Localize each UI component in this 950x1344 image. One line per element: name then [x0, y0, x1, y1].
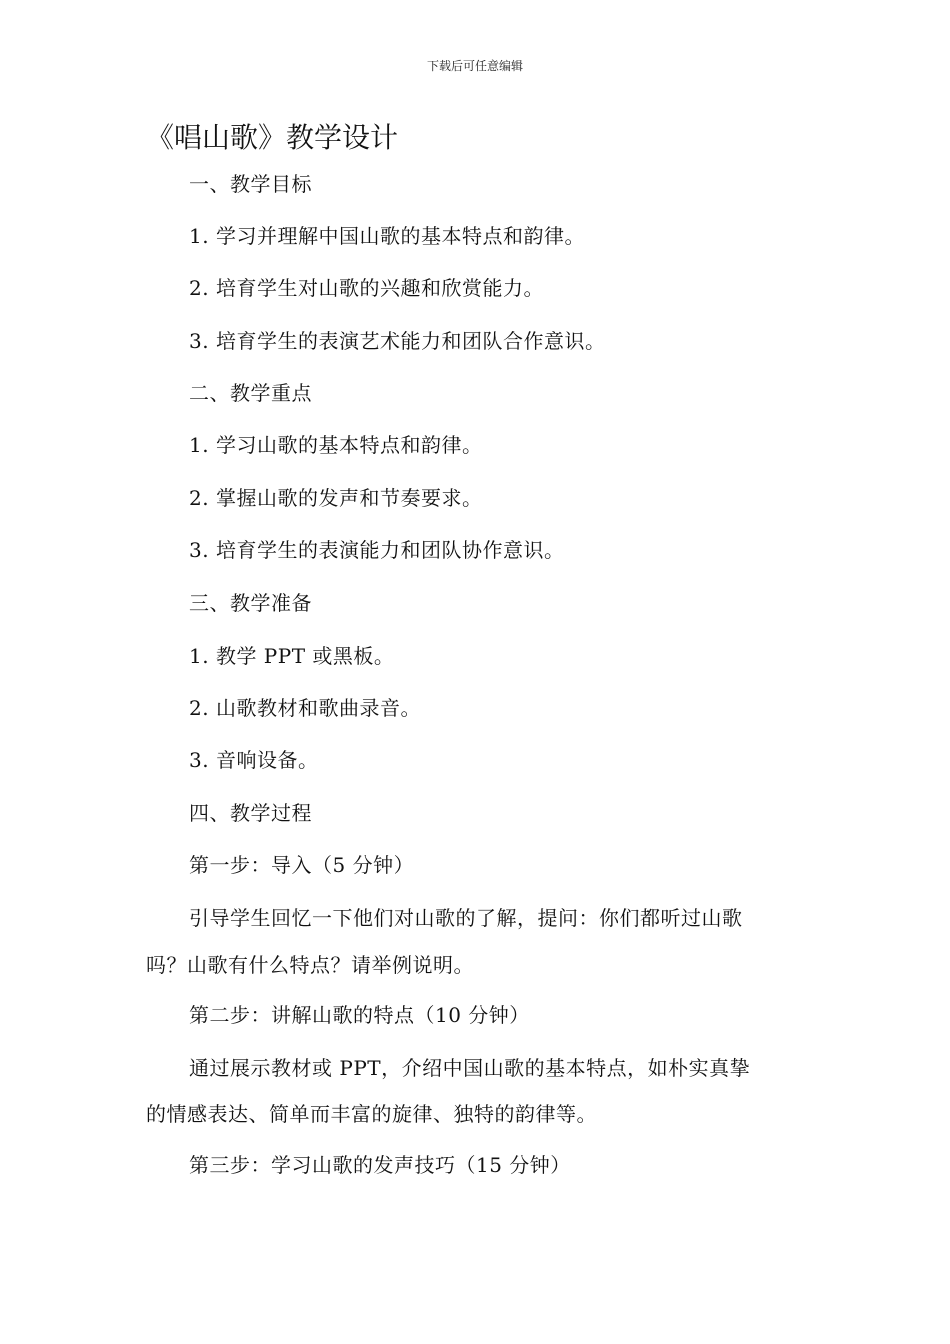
- preparation-item-3: 3. 音响设备。: [189, 748, 319, 772]
- header-note: 下载后可任意编辑: [426, 59, 523, 73]
- objective-item-3: 3. 培育学生的表演艺术能力和团队合作意识。: [189, 329, 606, 353]
- section-heading-preparation: 三、教学准备: [189, 591, 312, 615]
- step-2-heading: 第二步：讲解山歌的特点（10 分钟）: [189, 1003, 530, 1027]
- section-heading-key-points: 二、教学重点: [189, 381, 312, 405]
- key-point-item-2: 2. 掌握山歌的发声和节奏要求。: [189, 486, 483, 510]
- step-1-paragraph-line-1: 引导学生回忆一下他们对山歌的了解，提问：你们都听过山歌: [189, 906, 743, 930]
- step-2-paragraph-line-1: 通过展示教材或 PPT，介绍中国山歌的基本特点，如朴实真挚: [189, 1056, 751, 1080]
- objective-item-1: 1. 学习并理解中国山歌的基本特点和韵律。: [189, 224, 585, 248]
- key-point-item-1: 1. 学习山歌的基本特点和韵律。: [189, 433, 483, 457]
- section-heading-process: 四、教学过程: [189, 801, 312, 825]
- document-title: 《唱山歌》教学设计: [146, 121, 399, 154]
- step-2-paragraph-line-2: 的情感表达、简单而丰富的旋律、独特的韵律等。: [146, 1102, 597, 1126]
- objective-item-2: 2. 培育学生对山歌的兴趣和欣赏能力。: [189, 276, 544, 300]
- preparation-item-2: 2. 山歌教材和歌曲录音。: [189, 696, 421, 720]
- key-point-item-3: 3. 培育学生的表演能力和团队协作意识。: [189, 538, 565, 562]
- section-heading-objectives: 一、教学目标: [189, 172, 312, 196]
- step-3-heading: 第三步：学习山歌的发声技巧（15 分钟）: [189, 1153, 571, 1177]
- step-1-paragraph-line-2: 吗？山歌有什么特点？请举例说明。: [146, 953, 474, 977]
- step-1-heading: 第一步：导入（5 分钟）: [189, 853, 415, 877]
- preparation-item-1: 1. 教学 PPT 或黑板。: [189, 644, 395, 668]
